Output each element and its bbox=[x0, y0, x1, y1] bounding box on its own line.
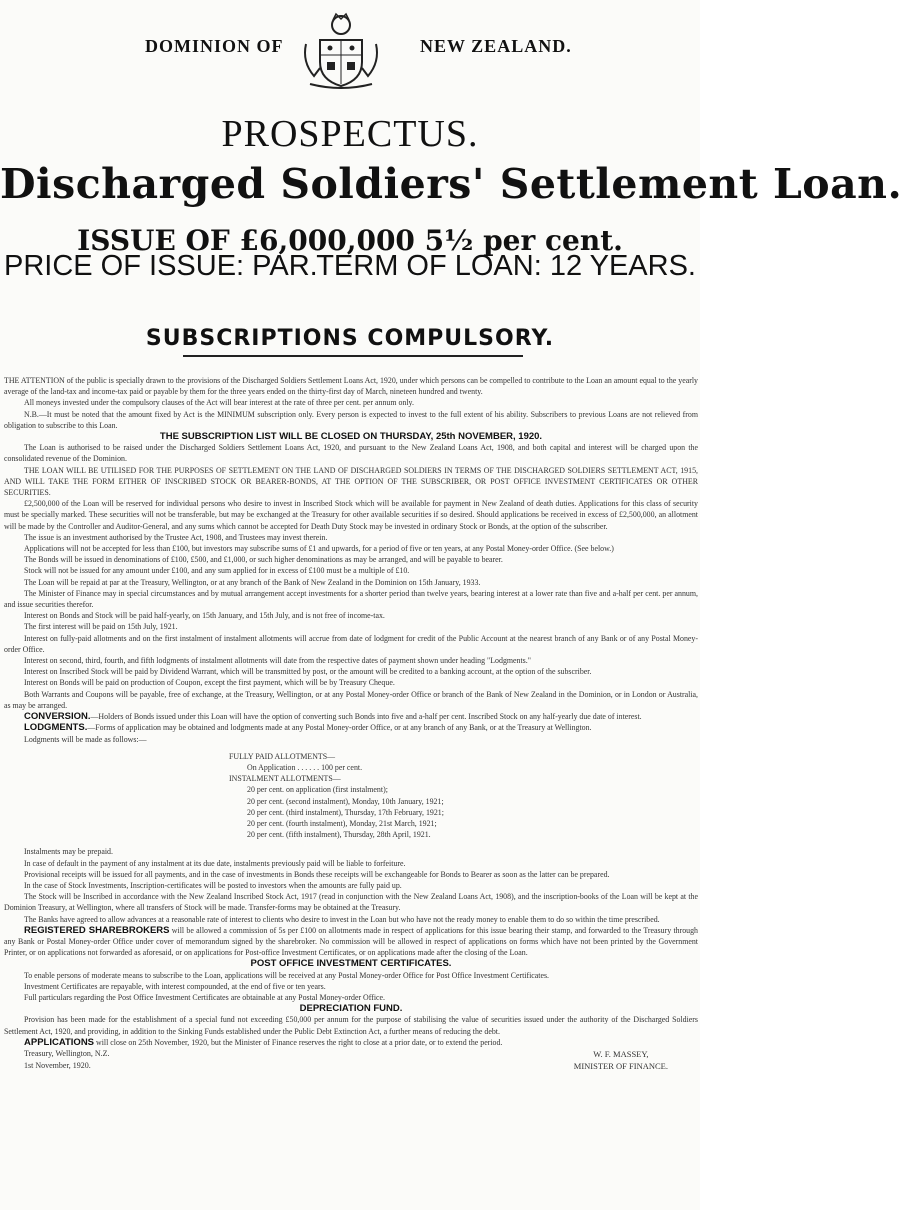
paragraph: Lodgments will be made as follows:— bbox=[24, 734, 147, 744]
paragraph: The Loan will be repaid at par at the Treasury, Wellington, or at any branch of the Bank of New Zealand in the Dominion on 15th January, 1933. bbox=[24, 577, 481, 587]
sharebrokers-paragraph bbox=[4, 925, 698, 959]
paragraph: Interest on Inscribed Stock will be paid by Dividend Warrant, which will be transmitted by post, or the amount will be credited to a banking account, at the option of the subscriber. bbox=[24, 667, 592, 677]
lodgments-lead: LODGMENTS. bbox=[24, 722, 88, 734]
schedule-item: 20 per cent. (second instalment), Monday, 10th January, 1921; bbox=[247, 796, 444, 806]
paragraph: Full particulars regarding the Post Office Investment Certificates are obtainable at any Postal Money-order Office. bbox=[24, 992, 386, 1002]
schedule-item: 20 per cent. (fourth instalment), Monday, 21st March, 1921; bbox=[247, 818, 437, 828]
paragraph: The Minister of Finance may in special circumstances and by mutual arrangement accept investments for a shorter period than twelve years, bearing interest at a lower rate than five and a-half per cent. per annum, and issue securities therefor. bbox=[4, 588, 698, 610]
header-new-zealand: NEW ZEALAND. bbox=[420, 36, 572, 56]
paragraph: Provision has been made for the establishment of a special fund not exceeding £50,000 per annum for the purpose of stabilising the value of securities issued under the authority of the Discharged Soldiers Settlement Act, 1920, and providing, in addition to the Sinking Funds established under the Public Debt Extinction Act, a further means of reducing the debt. bbox=[4, 1015, 698, 1036]
loan-name: Discharged Soldiers' Settlement Loan. bbox=[0, 160, 902, 208]
signature-name: W. F. MASSEY, bbox=[593, 1048, 649, 1059]
paragraph: N.B.—It must be noted that the amount fixed by Act is the MINIMUM subscription only. Every person is expected to invest to the full extent of his ability. Subscribers to previous Loans are not relieved from obligation to subscribe to this Loan. bbox=[4, 409, 698, 430]
paragraph: Stock will not be issued for any amount under £100, and any sum applied for in excess of £100 must be a multiple of £10. bbox=[24, 566, 410, 576]
header bbox=[0, 26, 700, 86]
conversion-text: —Holders of Bonds issued under this Loan will have the option of converting such Bonds into five and a-half per cent. Inscribed Stock on any half-yearly due date of interest. bbox=[90, 712, 642, 722]
depreciation-heading: DEPRECIATION FUND. bbox=[299, 1003, 403, 1015]
paragraph: Interest on Bonds and Stock will be paid half-yearly, on 15th January, and 15th July, and is not free of income-tax. bbox=[24, 611, 385, 621]
paragraph: Instalments may be prepaid. bbox=[24, 847, 113, 857]
price-of-issue: PRICE OF ISSUE: PAR. bbox=[4, 250, 318, 282]
paragraph: Interest on Bonds will be paid on production of Coupon, except the first payment, which will be by Treasury Cheque. bbox=[24, 678, 395, 688]
paragraph: Both Warrants and Coupons will be payable, free of exchange, at the Treasury, Wellington, or at any Postal Money-order Office or branch of the Bank of New Zealand in the Dominion, or in London or Australia, as may be arranged. bbox=[4, 689, 698, 710]
signature-block bbox=[4, 1048, 698, 1082]
issue-amount: ISSUE OF £6,000,000 5½ per cent. bbox=[77, 224, 623, 257]
signature-place: Treasury, Wellington, N.Z. bbox=[24, 1048, 110, 1058]
paragraph: Interest on fully-paid allotments and on the first instalment of instalment allotments will accrue from date of lodgment for credit of the Public Account at the nearest branch of any Bank or of any Postal Money-order Office. bbox=[4, 633, 698, 654]
paragraph: The Loan is authorised to be raised under the Discharged Soldiers Settlement Loans Act, 1920, and pursuant to the New Zealand Loans Act, 1908, and both capital and interest will be charged upon the consolidated revenue of the Dominion. bbox=[4, 443, 698, 464]
schedule-item: 20 per cent. on application (first instalment); bbox=[247, 785, 388, 795]
lodgments-text: —Forms of application may be obtained and lodgments made at any Postal Money-order Office, or at any branch of any Bank, or at the Treasury at Wellington. bbox=[87, 723, 592, 733]
applications-paragraph bbox=[4, 1037, 698, 1048]
lodgment-schedule bbox=[229, 751, 698, 841]
paragraph: In case of default in the payment of any instalment at its due date, instalments previously paid will be liable to forfeiture. bbox=[24, 858, 406, 868]
signature-date: 1st November, 1920. bbox=[24, 1060, 91, 1070]
applications-text: will close on 25th November, 1920, but the Minister of Finance reserves the right to close at a prior date, or to extend the period. bbox=[94, 1037, 503, 1047]
sharebrokers-text: will be allowed a commission of 5s per £100 on allotments made in respect of applications for this issue bearing their stamp, and forwarded to the Treasury through any Bank or Postal Money-order Office under cover of memorandum signed by the sharebroker. No commission will be allowed in respect of applications on forms which have not been printed by the Government Printer, or on applications not forwarded as aforesaid, or on applications for Post-office Investment Certificates, or on applications made after the closing of the Loan. bbox=[4, 925, 698, 958]
paragraph: £2,500,000 of the Loan will be reserved for individual persons who desire to invest in Inscribed Stock which will be available for payment in New Zealand of death duties. Applications for this class of security must be specially marked. These securities will not be transferable, but may be exchanged at the Treasury for other available securities if so desired. Should applications be received in excess of £2,500,000, an allotment will be made by the Controller and Auditor-General, and any sums which cannot be accepted for Death Duty Stock may be invested in ordinary Stock or Bonds, at the option of the subscriber. bbox=[4, 499, 698, 531]
schedule-item: 20 per cent. (fifth instalment), Thursday, 28th April, 1921. bbox=[247, 830, 431, 840]
paragraph: The Banks have agreed to allow advances at a reasonable rate of interest to clients who desire to invest in the Loan but who have not the ready money to enable them to do so within the time prescribed. bbox=[24, 914, 660, 924]
paragraph: Investment Certificates are repayable, with interest compounded, at the end of five or ten years. bbox=[24, 981, 326, 991]
paragraph: The Stock will be Inscribed in accordance with the New Zealand Inscribed Stock Act, 1917 (read in conjunction with the New Zealand Loans Act, 1908), and the inscription-books of the Loan will be kept at the Dominion Treasury, at Wellington, where all transfers of Stock will be made. Transfer-forms may be obtained at the Treasury. bbox=[4, 892, 698, 913]
conversion-paragraph bbox=[4, 711, 698, 722]
paragraph: Applications will not be accepted for less than £100, but investors may subscribe sums of £1 and upwards, for a period of five or ten years, at any Postal Money-order Office. (See below.) bbox=[24, 544, 614, 554]
header-dominion: DOMINION OF bbox=[145, 36, 284, 56]
conversion-lead: CONVERSION. bbox=[24, 711, 91, 723]
paragraph: The Bonds will be issued in denominations of £100, £500, and £1,000, or such higher denominations as may be arranged, and will be payable to bearer. bbox=[24, 555, 503, 565]
page-title: PROSPECTUS. bbox=[221, 113, 479, 155]
price-term-row bbox=[4, 250, 696, 290]
heading-underline bbox=[183, 355, 523, 357]
paragraph: THE ATTENTION of the public is specially drawn to the provisions of the Discharged Soldiers Settlement Loans Act, 1920, under which persons can be compelled to contribute to the Loan an amount equal to the yearly average of the land-tax and income-tax paid or payable by them for the three years ended on the thirty-first day of March, nineteen hundred and twenty. bbox=[4, 376, 698, 397]
signature-title: MINISTER OF FINANCE. bbox=[573, 1060, 668, 1071]
paragraph: The issue is an investment authorised by the Trustee Act, 1908, and Trustees may invest therein. bbox=[24, 532, 328, 542]
applications-lead: APPLICATIONS bbox=[24, 1036, 95, 1048]
signature-place-date bbox=[24, 1048, 110, 1072]
paragraph: THE LOAN WILL BE UTILISED FOR THE PURPOSES OF SETTLEMENT ON THE LAND OF DISCHARGED SOLDIERS IN TERMS OF THE DISCHARGED SOLDIERS SETTLEMENT ACT, 1915, AND WILL TAKE THE FORM EITHER OF INSCRIBED STOCK OR BEARER-BONDS, AT THE OPTION OF THE SUBSCRIBER, OR POST OFFICE INVESTMENT CERTIFICATES OR OTHER SECURITIES. bbox=[4, 465, 698, 498]
paragraph: All moneys invested under the compulsory clauses of the Act will bear interest at the rate of three per cent. per annum only. bbox=[24, 398, 414, 408]
term-of-loan: TERM OF LOAN: 12 YEARS. bbox=[316, 250, 696, 282]
paragraph: The first interest will be paid on 15th July, 1921. bbox=[24, 622, 178, 632]
schedule-on-application: On Application . . . . . . 100 per cent. bbox=[247, 762, 363, 772]
closing-notice: THE SUBSCRIPTION LIST WILL BE CLOSED ON THURSDAY, 25th NOVEMBER, 1920. bbox=[159, 431, 543, 443]
prospectus-body bbox=[4, 375, 698, 1082]
paragraph: Provisional receipts will be issued for all payments, and in the case of investments in Bonds these receipts will be exchangeable for Bonds to Bearer as soon as the latter can be prepared. bbox=[24, 869, 610, 879]
signature-signatory bbox=[574, 1048, 668, 1072]
subscriptions-heading: SUBSCRIPTIONS COMPULSORY. bbox=[145, 326, 555, 351]
coat-of-arms-icon bbox=[300, 10, 382, 90]
post-office-heading: POST OFFICE INVESTMENT CERTIFICATES. bbox=[250, 958, 452, 970]
schedule-fully-paid: FULLY PAID ALLOTMENTS— bbox=[229, 751, 336, 761]
sharebrokers-lead: REGISTERED SHAREBROKERS bbox=[24, 924, 170, 936]
schedule-item: 20 per cent. (third instalment), Thursday, 17th February, 1921; bbox=[247, 807, 444, 817]
paragraph: To enable persons of moderate means to subscribe to the Loan, applications will be received at any Postal Money-order Office for Post Office Investment Certificates. bbox=[24, 970, 550, 980]
paragraph: Interest on second, third, fourth, and fifth lodgments of instalment allotments will date from the respective dates of payment shown under heading "Lodgments." bbox=[24, 656, 531, 666]
lodgments-paragraph bbox=[4, 722, 698, 733]
schedule-instalment: INSTALMENT ALLOTMENTS— bbox=[229, 774, 341, 784]
paragraph: In the case of Stock Investments, Inscription-certificates will be posted to investors when the amounts are fully paid up. bbox=[24, 880, 402, 890]
